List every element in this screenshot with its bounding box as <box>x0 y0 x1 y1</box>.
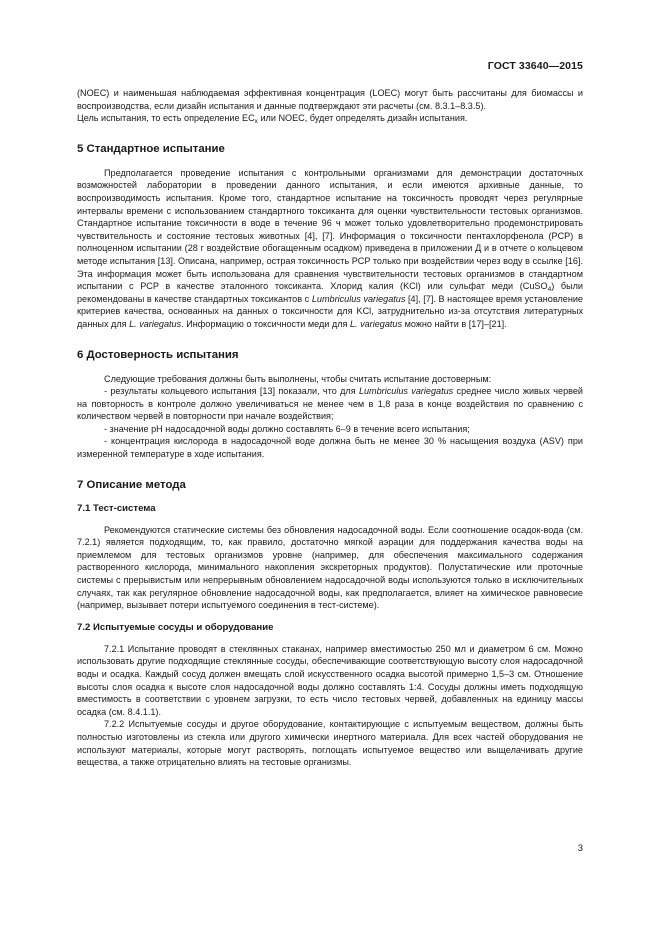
section-6-heading: 6 Достоверность испытания <box>77 348 239 361</box>
intro-paragraph: (NOEC) и наименьшая наблюдаемая эффективная концентрация (LOEC) могут быть рассчитаны для биомассы и воспроизводства, если дизайн испытания и данные подтверждают эти расчеты (см. 8.3.1–8.3.5). <box>77 88 583 111</box>
standard-number: ГОСТ 33640—2015 <box>487 60 583 72</box>
subsection-7-2-heading: 7.2 Испытуемые сосуды и оборудование <box>77 621 274 633</box>
clause-7-2-1: 7.2.1 Испытание проводят в стеклянных стаканах, например вместимостью 250 мл и диаметром 6 см. Можно использовать другие подходящие стеклянные сосуды, обеспечивающие соответствующую высоту слоя надосадочной воды и осадка. Каждый сосуд должен вмещать слой искусственного осадка высотой примерно 1,5–3 см. Отношение высоты слоя осадка к высоте слоя надосадочной воды должно составлять 1:4. Сосуды должны иметь подходящую вместимость в соответствии с уровнем загрузки, то есть число тестовых червей, добавленных на единицу массы осадка (см. 8.4.1.1). <box>77 643 583 717</box>
section-6-bullet-1: - результаты кольцевого испытания [13] показали, что для Lumbriculus variegatus среднее число живых червей на повторность в контроле должно увеличиваться не менее чем в 1,8 раза в конце воздействия по сравнению с количеством червей в повторности при начале воздействия; <box>77 386 583 422</box>
clause-7-2-2: 7.2.2 Испытуемые сосуды и другое оборудование, контактирующие с испытуемым веществом, должны быть полностью изготовлены из стекла или другого химически инертного материала. Для всех частей оборудования не используют материалы, которые могут растворять, поглощать испытуемое вещество или выщелачивать другие вещества, а также отрицательно влиять на тестовые организмы. <box>77 719 583 768</box>
section-6-bullet-2: - значение pH надосадочной воды должно составлять 6–9 в течение всего испытания; <box>104 423 470 434</box>
section-5-heading: 5 Стандартное испытание <box>77 142 225 155</box>
intro-goal-paragraph: Цель испытания, то есть определение $EC_x$ или NOEC, будет определять дизайн испытания. <box>77 113 468 126</box>
section-6-bullet-3: - концентрация кислорода в надосадочной воде должна быть не менее 30 % насыщения воздуха (ASV) при измеренной температуре в ходе испытания. <box>77 436 583 460</box>
section-6-lead: Следующие требования должны быть выполнены, чтобы считать испытание достоверным: <box>104 373 492 384</box>
section-5-paragraph: Предполагается проведение испытания с контрольными организмами для демонстрации достаточных возможностей лаборатории в проведении данного испытания, и если имеются архивные данные, то воспроизводимость испытания. Кроме того, стандартное испытание на токсичность проводят через регулярные интервалы времени с использованием стандартного токсиканта для оценки чувствительности тестовых организмов. Стандартное испытание токсичности в воде в течение 96 ч может только удовлетворительно продемонстрировать чувствительность и состояние тестовых животных [4], [7]. Информация о токсичности пентахлорфенола (PCP) в полноценном испытании (28 г воздействие обогащенным осадком) приведена в приложении Д и в отчете о кольцевом методе испытания [13]. Описана, например, острая токсичность PCP только при воздействии через воду в ссылке [16]. Эта информация может быть использована для сравнения чувствительности тестовых организмов в стандартном испытании с PCP в качестве эталонного токсиканта. Хлорид калия (KCl) или сульфат меди (CuSO$_4$) были рекомендованы в качестве стандартных токсикантов с Lumbriculus variegatus [4], [7]. В настоящее время установление критериев качества, основанных на данных о токсичности для KCl, затруднительно из-за отсутствия литературных данных для L. variegatus. Информацию о токсичности меди для L. variegatus можно найти в [17]–[21]. <box>77 167 583 329</box>
page-body <box>77 87 583 769</box>
subsection-7-1-paragraph: Рекомендуются статические системы без обновления надосадочной воды. Если соотношение осадок-вода (см. 7.2.1) является подходящим, то, как правило, достаточно мягкой аэрации для поддержания качества воды на приемлемом для тестовых организмов уровне (например, для обеспечения максимального содержания растворенного кислорода, минимального накопления экскреторных продуктов). Полустатические или проточные системы с прерывистым или непрерывным обновлением надосадочной воды используются только в исключительных случаях, так как регулярное обновление надосадочной воды, как предполагается, влияет на химическое равновесие (например, вызывает потери испытуемого соединения в тест-системе). <box>77 524 583 611</box>
page-number: 3 <box>577 843 583 854</box>
subsection-7-1-heading: 7.1 Тест-система <box>77 502 156 514</box>
section-7-heading: 7 Описание метода <box>77 478 186 491</box>
